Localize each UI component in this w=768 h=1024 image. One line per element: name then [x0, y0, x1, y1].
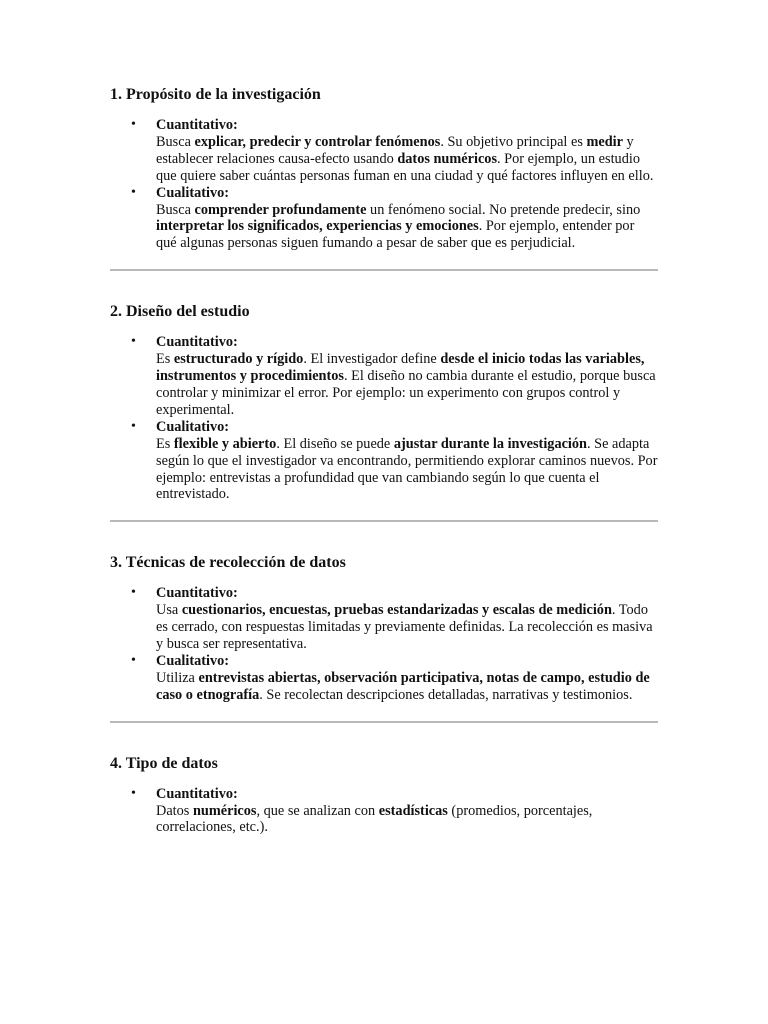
text-run: Busca	[156, 201, 195, 218]
text-run: un fenómeno social. No pretende predecir, sino	[366, 201, 641, 218]
item-text	[156, 351, 658, 419]
list-item	[110, 334, 658, 419]
item-text	[156, 602, 658, 653]
text-run: Utiliza	[156, 669, 199, 686]
text-run: . Se adapta según lo que el investigador va encontrando, permitiendo explorar caminos nuevos. Por ejemplo: entrevistas a profundidad que van cambiando según lo que cuenta el entrevistado.	[156, 435, 658, 503]
text-run: Usa	[156, 602, 182, 619]
bold-text-run: desde el inicio todas las variables, instrumentos y procedimientos	[156, 351, 645, 385]
list-item	[110, 419, 658, 504]
section-gap	[110, 723, 658, 753]
bold-text-run: datos numéricos	[397, 150, 498, 167]
section-title: 1. Propósito de la investigación	[110, 86, 321, 103]
section-gap	[110, 522, 658, 552]
section-gap	[110, 271, 658, 301]
bold-text-run: entrevistas abiertas, observación participativa, notas de campo, estudio de caso o etnografía	[156, 669, 650, 703]
text-run: . Todo es cerrado, con respuestas limitadas y previamente definidas. La recolección es masiva y busca ser representativa.	[156, 602, 653, 653]
section-2	[110, 301, 658, 552]
item-heading: Cuantitativo:	[156, 334, 238, 351]
list-item	[110, 185, 658, 253]
section-4	[110, 753, 658, 837]
item-heading: Cuantitativo:	[156, 585, 238, 602]
bold-text-run: flexible y abierto	[173, 435, 277, 452]
list-item	[110, 585, 658, 653]
section-3	[110, 552, 658, 752]
bold-text-run: comprender profundamente	[194, 201, 367, 218]
section-title: 2. Diseño del estudio	[110, 303, 250, 321]
section-1	[110, 84, 658, 301]
bullet-icon: •	[131, 418, 136, 434]
list-item	[110, 117, 658, 185]
bold-text-run: numéricos	[192, 802, 257, 819]
item-text	[156, 134, 658, 185]
bold-text-run: cuestionarios, encuestas, pruebas estandarizadas y escalas de medición	[181, 602, 612, 619]
bullet-icon: •	[131, 785, 136, 801]
text-run: (promedios, porcentajes, correlaciones, etc.).	[156, 802, 593, 836]
bullet-icon: •	[131, 334, 136, 350]
item-text	[156, 803, 658, 837]
text-run: . Se recolectan descripciones detalladas, narrativas y testimonios.	[259, 686, 633, 703]
text-run: . Su objetivo principal es	[440, 133, 587, 150]
section-title: 4. Tipo de datos	[110, 754, 218, 772]
text-run: y establecer relaciones causa-efecto usando	[156, 133, 634, 167]
text-run: Es	[156, 351, 174, 368]
text-run: . Por ejemplo, un estudio que quiere saber cuántas personas fuman en una ciudad y qué factores influyen en ello.	[156, 150, 654, 184]
text-run: , que se analizan con	[256, 802, 379, 819]
item-heading: Cuantitativo:	[156, 117, 238, 133]
text-run: Datos	[156, 802, 193, 819]
bold-text-run: medir	[586, 133, 623, 150]
bullet-list	[110, 585, 658, 703]
item-text	[156, 670, 658, 704]
bullet-icon: •	[131, 117, 136, 132]
bold-text-run: interpretar los significados, experiencias y emociones	[156, 218, 479, 235]
document-page	[110, 84, 658, 836]
bold-text-run: estructurado y rígido	[173, 351, 304, 368]
text-run: . El diseño no cambia durante el estudio, porque busca controlar y minimizar el error. Por ejemplo: un experimento con grupos control y experimental.	[156, 368, 656, 418]
bullet-list	[110, 334, 658, 503]
text-run: . El diseño se puede	[276, 435, 394, 452]
item-heading: Cualitativo:	[156, 652, 230, 669]
text-run: . Por ejemplo, entender por qué algunas personas siguen fumando a pesar de saber que es perjudicial.	[156, 218, 635, 252]
document-body	[110, 84, 658, 836]
bold-text-run: ajustar durante la investigación	[393, 435, 588, 452]
item-text	[156, 202, 658, 253]
item-heading: Cualitativo:	[156, 418, 230, 435]
item-heading: Cuantitativo:	[156, 785, 238, 802]
bullet-list	[110, 117, 658, 252]
item-text	[156, 436, 658, 504]
bold-text-run: estadísticas	[378, 802, 448, 819]
bullet-icon: •	[131, 184, 136, 200]
list-item	[110, 786, 658, 837]
item-heading: Cualitativo:	[156, 184, 230, 201]
bullet-icon: •	[131, 585, 136, 601]
text-run: Busca	[156, 133, 195, 150]
text-run: . El investigador define	[303, 351, 441, 368]
bullet-icon: •	[131, 652, 136, 668]
text-run: Es	[156, 435, 174, 452]
bold-text-run: explicar, predecir y controlar fenómenos	[194, 133, 441, 150]
bullet-list	[110, 786, 658, 837]
list-item	[110, 653, 658, 704]
section-title: 3. Técnicas de recolección de datos	[110, 554, 346, 572]
